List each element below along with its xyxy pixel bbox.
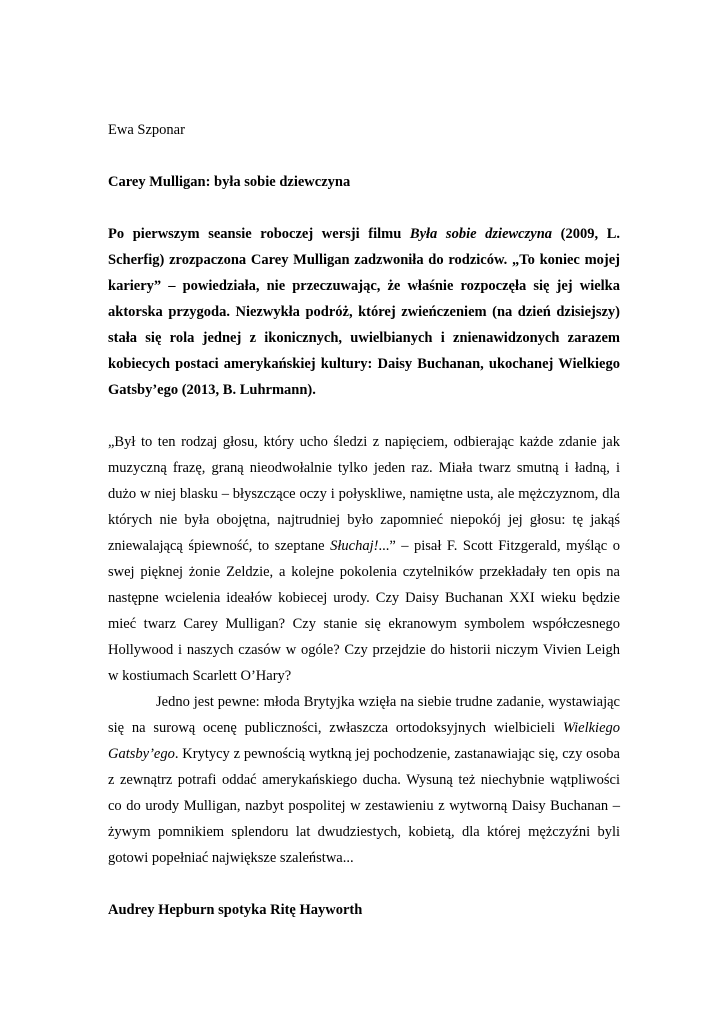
- quote-italic: Słuchaj!: [330, 538, 379, 554]
- quote-text-part1: „Był to ten rodzaj głosu, który ucho śledzi z napięciem, odbierając każde zdanie jak muzyczną frazę, graną nieodwołalnie tylko jeden raz. Miała twarz smutną i ładną, i dużo w niej blasku – błyszczące oczy i połyskliwe, namiętne usta, ale mężczyznom, dla których nie była obojętna, najtrudniej było zapomnieć niepokój jej głosu: tę jakąś zniewalającą śpiewność, to szeptane: [108, 434, 620, 554]
- quote-text-part2: ...” – pisał F. Scott Fitzgerald, myśląc o swej pięknej żonie Zeldzie, a kolejne pokolenia czytelników przekładały ten opis na następne wcielenia ideałów kobiecej urody. Czy Daisy Buchanan XXI wieku będzie mieć twarz Carey Mulligan? Czy stanie się ekranowym symbolem współczesnego Hollywood i naszych czasów w ogóle? Czy przejdzie do historii niczym Vivien Leigh w kostiumach Scarlett O’Hary?: [108, 538, 620, 684]
- lead-text-part1: Po pierwszym seansie roboczej wersji filmu: [108, 226, 410, 242]
- body-paragraph-second: [108, 689, 620, 871]
- document-page: [108, 117, 620, 923]
- second-italic-title: Wielkiego Gatsby’ego: [108, 720, 620, 762]
- second-text-part2: . Krytycy z pewnością wytkną jej pochodzenie, zastanawiając się, czy osoba z zewnątrz potrafi oddać amerykańskiego ducha. Wysuną też niechybnie wątpliwości co do urody Mulligan, nazbyt pospolitej w zestawieniu z wytworną Daisy Buchanan – żywym pomnikiem splendoru lat dwudziestych, kobietą, dla której mężczyźni byli gotowi popełniać największe szaleństwa...: [108, 746, 620, 866]
- lead-text-part2: (2009, L. Scherfig) zrozpaczona Carey Mulligan zadzwoniła do rodziców. „To koniec mojej kariery” – powiedziała, nie przeczuwając, że właśnie rozpoczęła się jej wielka aktorska przygoda. Niezwykła podróż, której zwieńczeniem (na dzień dzisiejszy) stała się rola jednej z ikonicznych, uwielbianych i znienawidzonych zarazem kobiecych postaci amerykańskiej kultury: Daisy Buchanan, ukochanej Wielkiego Gatsby’ego (2013, B. Luhrmann).: [108, 226, 621, 398]
- section-subheading: Audrey Hepburn spotyka Ritę Hayworth: [108, 902, 363, 918]
- lead-paragraph: [108, 221, 620, 403]
- article-title: Carey Mulligan: była sobie dziewczyna: [108, 174, 351, 190]
- lead-film-title: Była sobie dziewczyna: [409, 226, 553, 242]
- author-name: Ewa Szponar: [108, 122, 185, 138]
- body-paragraph-quote: [108, 429, 620, 689]
- second-text-part1: Jedno jest pewne: młoda Brytyjka wzięła na siebie trudne zadanie, wystawiając się na surową ocenę publiczności, zwłaszcza ortodoksyjnych wielbicieli: [108, 694, 620, 736]
